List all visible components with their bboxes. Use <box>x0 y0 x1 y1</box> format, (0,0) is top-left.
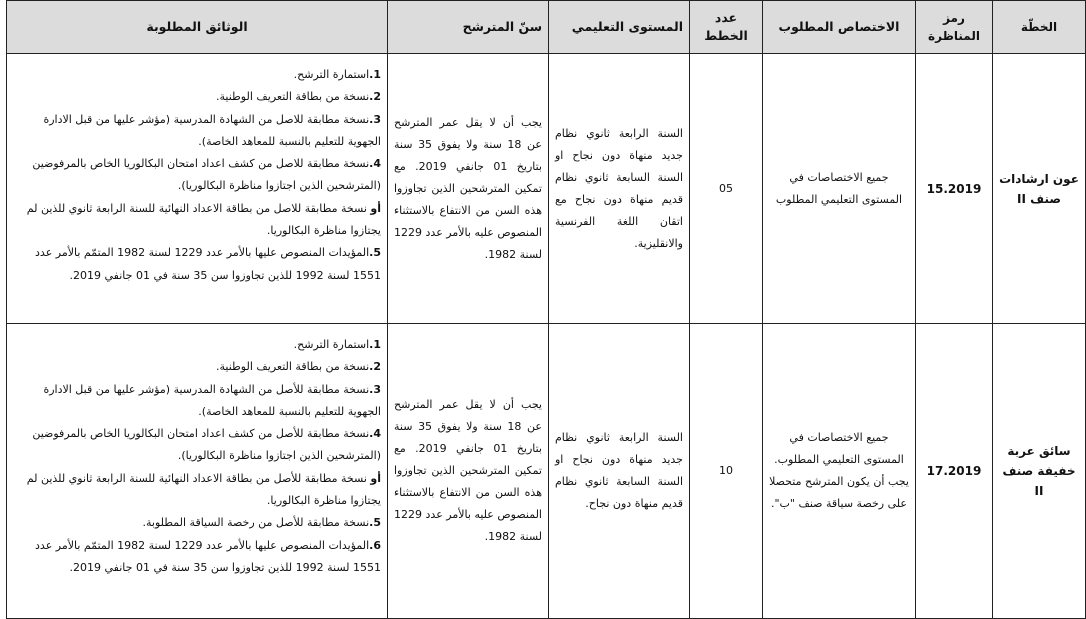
document-number: 4. <box>369 157 381 171</box>
document-item <box>13 242 381 287</box>
document-item <box>13 109 381 154</box>
document-text: نسخة مطابقة للأصل من بطاقة الاعداد النهائية للسنة الرابعة ثانوي للذين لم يجتازوا مناظرة البكالوريا. <box>26 471 381 508</box>
plan-cell: سائق عربة خفيفة صنف II <box>993 324 1086 619</box>
document-number: 6. <box>369 538 381 552</box>
table-header <box>7 1 1086 54</box>
document-item <box>13 64 381 86</box>
header-documents: الوثائق المطلوبة <box>7 1 388 54</box>
header-age: سنّ المترشح <box>388 1 549 54</box>
document-item <box>13 512 381 534</box>
age-cell: يجب أن لا يقل عمر المترشح عن 18 سنة ولا يفوق 35 سنة بتاريخ 01 جانفي 2019. مع تمكين المترشحين الذين تجاوزوا هذه السن من الانتفاع بالاستثناء المنصوص عليه بالأمر عدد 1229 لسنة 1982. <box>388 54 549 324</box>
table-row <box>7 324 1086 619</box>
document-text: استمارة الترشح. <box>293 68 370 81</box>
count-cell: 10 <box>690 324 763 619</box>
code-cell: 17.2019 <box>916 324 993 619</box>
header-row <box>7 1 1086 54</box>
plan-cell: عون ارشادات صنف II <box>993 54 1086 324</box>
age-cell: يجب أن لا يقل عمر المترشح عن 18 سنة ولا يفوق 35 سنة بتاريخ 01 جانفي 2019. مع تمكين المترشحين الذين تجاوزوا هذه السن من الانتفاع بالاستثناء المنصوص عليه بالأمر عدد 1229 لسنة 1982. <box>388 324 549 619</box>
specialty-cell: جميع الاختصاصات في المستوى التعليمي المطلوب. يجب أن يكون المترشح متحصلا على رخصة سياقة صنف "ب". <box>763 324 916 619</box>
documents-list <box>13 56 381 287</box>
document-text: نسخة من بطاقة التعريف الوطنية. <box>216 90 370 104</box>
document-number: 3. <box>369 112 381 126</box>
documents-cell <box>7 324 388 619</box>
document-item <box>13 379 381 424</box>
header-count: عدد الخطط <box>690 1 763 54</box>
document-text: نسخة مطابقة للاصل من الشهادة المدرسية (مؤشر عليها من قبل الادارة الجهوية للتعليم بالنسبة للمعاهد الخاصة). <box>43 112 381 148</box>
documents-cell <box>7 54 388 324</box>
documents-list <box>13 326 381 579</box>
document-number: أو <box>370 201 381 215</box>
document-text: المؤيدات المنصوص عليها بالأمر عدد 1229 لسنة 1982 المتمّم بالأمر عدد 1551 لسنة 1992 للذين تجاوزوا سن 35 سنة في 01 جانفي 2019. <box>35 246 381 282</box>
document-item <box>13 356 381 378</box>
document-item <box>13 334 381 356</box>
document-item <box>13 86 381 108</box>
document-item <box>13 468 381 513</box>
header-code: رمز المناظرة <box>916 1 993 54</box>
header-plan: الخطّة <box>993 1 1086 54</box>
document-text: نسخة مطابقة للأصل من كشف اعداد امتحان البكالوريا الخاص بالمرفوضين (المترشحين الذين اجتازوا مناظرة البكالوريا). <box>32 427 381 463</box>
document-number: 5. <box>369 516 381 530</box>
document-number: 1. <box>369 68 381 81</box>
document-number: 2. <box>369 360 381 374</box>
header-education: المستوى التعليمي <box>549 1 690 54</box>
education-cell: السنة الرابعة ثانوي نظام جديد منهاة دون نجاح او السنة السابعة ثانوي نظام قديم منهاة دون نجاح مع اتقان اللغة الفرنسية والانقليزية. <box>549 54 690 324</box>
document-item <box>13 198 381 243</box>
code-cell: 15.2019 <box>916 54 993 324</box>
document-number: 2. <box>369 90 381 104</box>
education-cell: السنة الرابعة ثانوي نظام جديد منهاة دون نجاح او السنة السابعة ثانوي نظام قديم منهاة دون نجاح. <box>549 324 690 619</box>
recruitment-table <box>6 0 1086 619</box>
specialty-cell: جميع الاختصاصات في المستوى التعليمي المطلوب <box>763 54 916 324</box>
document-text: المؤيدات المنصوص عليها بالأمر عدد 1229 لسنة 1982 المتمّم بالأمر عدد 1551 لسنة 1992 للذين تجاوزوا سن 35 سنة في 01 جانفي 2019. <box>35 538 381 574</box>
document-number: 3. <box>369 382 381 396</box>
document-text: نسخة مطابقة للأصل من الشهادة المدرسية (مؤشر عليها من قبل الادارة الجهوية للتعليم بالنسبة للمعاهد الخاصة). <box>43 382 381 418</box>
document-item <box>13 153 381 198</box>
document-text: نسخة مطابقة للاصل من بطاقة الاعداد النهائية للسنة الرابعة ثانوي للذين لم يجتازوا مناظرة البكالوريا. <box>26 201 381 238</box>
table-body <box>7 54 1086 619</box>
table-row <box>7 54 1086 324</box>
document-item <box>13 535 381 580</box>
document-number: 5. <box>369 246 381 260</box>
document-text: نسخة مطابقة للأصل من رخصة السياقة المطلوبة. <box>142 516 370 530</box>
document-text: نسخة من بطاقة التعريف الوطنية. <box>216 360 370 374</box>
count-cell: 05 <box>690 54 763 324</box>
document-item <box>13 423 381 468</box>
document-number: أو <box>370 471 381 485</box>
document-text: استمارة الترشح. <box>293 338 370 351</box>
document-number: 4. <box>369 427 381 441</box>
document-text: نسخة مطابقة للاصل من كشف اعداد امتحان البكالوريا الخاص بالمرفوضين (المترشحين الذين اجتازوا مناظرة البكالوريا). <box>32 157 381 193</box>
document-number: 1. <box>369 338 381 351</box>
header-specialty: الاختصاص المطلوب <box>763 1 916 54</box>
